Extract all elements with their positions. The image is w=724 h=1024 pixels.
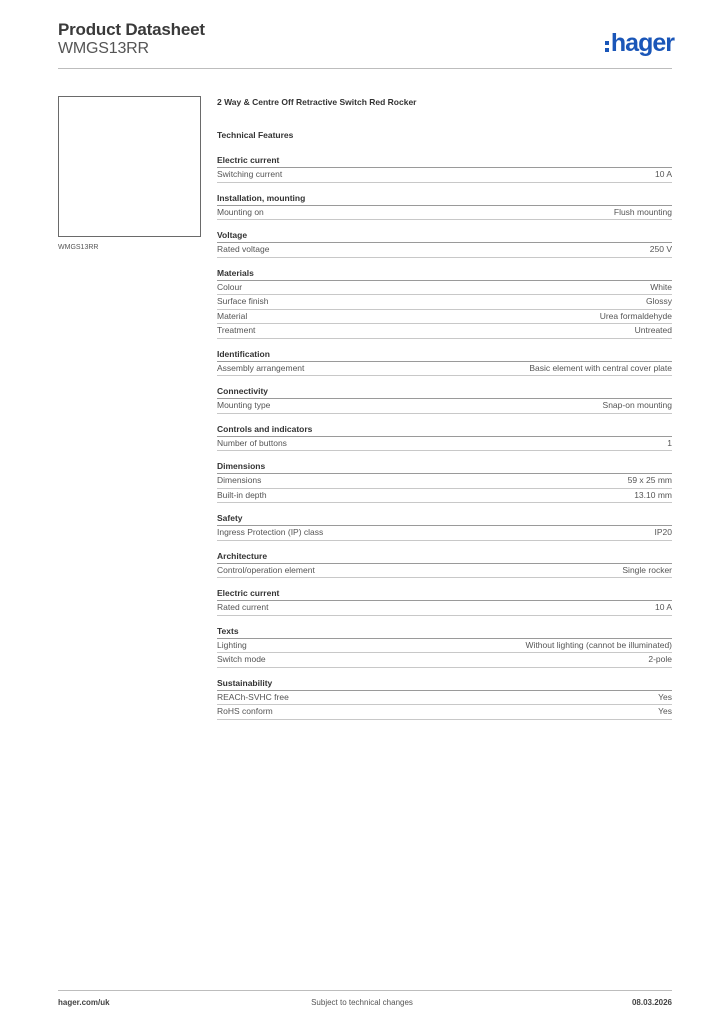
product-code: WMGS13RR	[58, 40, 149, 57]
spec-section	[217, 154, 672, 183]
spec-label: Lighting	[217, 639, 247, 650]
spec-row	[217, 601, 672, 616]
spec-row	[217, 281, 672, 296]
section-title: Installation, mounting	[217, 192, 672, 206]
spec-row	[217, 653, 672, 668]
spec-label: Treatment	[217, 325, 256, 335]
section-title: Controls and indicators	[217, 423, 672, 437]
section-title: Sustainability	[217, 677, 672, 691]
section-title: Voltage	[217, 229, 672, 243]
spec-section	[217, 677, 672, 720]
section-title: Dimensions	[217, 460, 672, 474]
footer-notice: Subject to technical changes	[311, 998, 413, 1007]
spec-value: 250 V	[649, 244, 672, 254]
spec-row	[217, 206, 672, 221]
spec-section	[217, 460, 672, 503]
spec-row	[217, 526, 672, 541]
spec-value: Untreated	[634, 325, 672, 335]
logo-dots-icon	[605, 33, 609, 53]
spec-section	[217, 423, 672, 452]
spec-row	[217, 691, 672, 706]
spec-row	[217, 437, 672, 452]
page-title: Product Datasheet	[58, 20, 205, 39]
spec-label: Mounting on	[217, 206, 264, 217]
spec-row	[217, 705, 672, 720]
spec-row	[217, 295, 672, 310]
header-divider	[58, 68, 672, 69]
spec-label: Control/operation element	[217, 564, 315, 575]
spec-value: White	[650, 281, 672, 292]
logo-text: hager	[610, 28, 674, 57]
spec-label: RoHS conform	[217, 706, 273, 716]
spec-value: Snap-on mounting	[602, 400, 672, 410]
spec-label: Ingress Protection (IP) class	[217, 527, 324, 537]
spec-value: Yes	[658, 691, 672, 702]
technical-features-heading: Technical Features	[217, 130, 294, 140]
spec-label: Rated voltage	[217, 244, 270, 254]
spec-label: Number of buttons	[217, 437, 287, 448]
section-title: Architecture	[217, 550, 672, 564]
spec-value: Flush mounting	[613, 206, 672, 217]
spec-label: Mounting type	[217, 400, 271, 410]
spec-value: Without lighting (cannot be illuminated)	[525, 639, 672, 650]
spec-value: 13.10 mm	[634, 489, 672, 500]
spec-row	[217, 324, 672, 339]
spec-value: 59 x 25 mm	[627, 475, 672, 485]
product-image	[58, 96, 201, 237]
spec-section	[217, 229, 672, 258]
spec-section	[217, 550, 672, 579]
spec-value: Urea formaldehyde	[599, 310, 672, 321]
hager-logo	[605, 27, 674, 59]
spec-value: 1	[667, 437, 672, 448]
image-caption: WMGS13RR	[58, 244, 99, 251]
spec-label: Dimensions	[217, 475, 262, 485]
section-title: Electric current	[217, 587, 672, 601]
spec-section	[217, 192, 672, 221]
section-title: Materials	[217, 267, 672, 281]
spec-row	[217, 399, 672, 414]
spec-label: Assembly arrangement	[217, 362, 305, 373]
section-title: Safety	[217, 512, 672, 526]
section-title: Connectivity	[217, 385, 672, 399]
section-title: Identification	[217, 348, 672, 362]
spec-value: 10 A	[654, 169, 672, 179]
spec-label: Switch mode	[217, 654, 266, 664]
spec-value: Glossy	[646, 296, 672, 306]
spec-row	[217, 168, 672, 183]
spec-value: Yes	[658, 706, 672, 716]
spec-label: Switching current	[217, 169, 283, 179]
spec-content	[217, 96, 672, 720]
spec-label: Rated current	[217, 602, 269, 612]
spec-section	[217, 587, 672, 616]
spec-value: 10 A	[654, 602, 672, 612]
section-title: Electric current	[217, 154, 672, 168]
spec-section	[217, 512, 672, 541]
spec-label: REACh-SVHC free	[217, 691, 289, 702]
spec-value: Single rocker	[622, 564, 672, 575]
spec-label: Material	[217, 310, 248, 321]
spec-section	[217, 625, 672, 668]
spec-value: Basic element with central cover plate	[529, 362, 672, 373]
spec-row	[217, 362, 672, 377]
spec-sections	[217, 154, 672, 720]
spec-label: Colour	[217, 281, 243, 292]
spec-label: Surface finish	[217, 296, 269, 306]
spec-row	[217, 243, 672, 258]
spec-section	[217, 267, 672, 339]
footer-website: hager.com/uk	[58, 998, 110, 1007]
spec-row	[217, 474, 672, 489]
spec-section	[217, 385, 672, 414]
product-name: 2 Way & Centre Off Retractive Switch Red Rocker	[217, 97, 417, 107]
section-title: Texts	[217, 625, 672, 639]
spec-row	[217, 639, 672, 654]
footer-date: 08.03.2026	[631, 998, 672, 1007]
spec-section	[217, 348, 672, 377]
spec-label: Built-in depth	[217, 489, 267, 500]
spec-row	[217, 564, 672, 579]
footer-divider	[58, 990, 672, 991]
spec-row	[217, 310, 672, 325]
spec-value: IP20	[654, 527, 672, 537]
spec-value: 2-pole	[648, 654, 672, 664]
spec-row	[217, 489, 672, 504]
